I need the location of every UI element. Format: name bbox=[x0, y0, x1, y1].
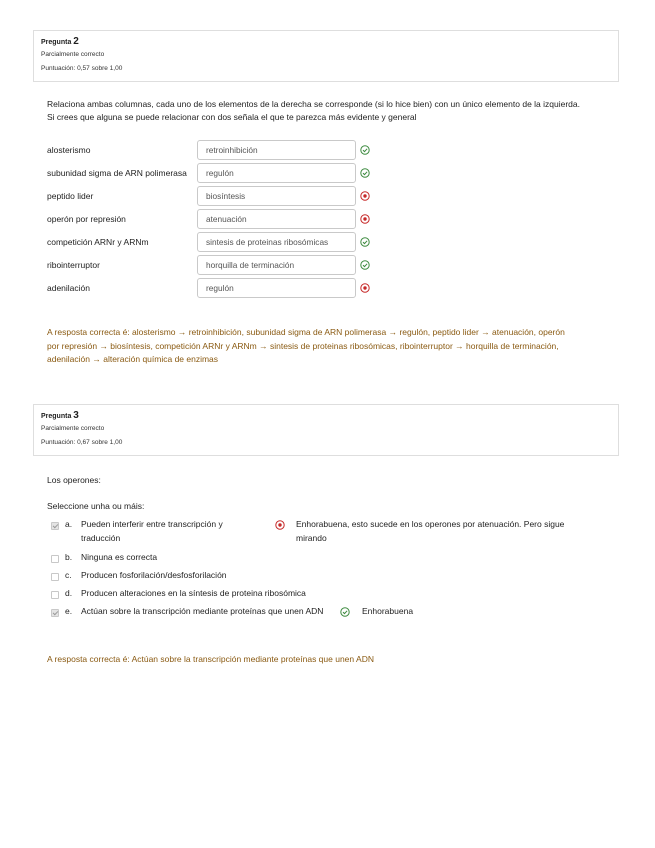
match-select[interactable]: biosíntesis bbox=[197, 186, 356, 206]
question-2-info bbox=[33, 30, 619, 82]
question-number: Pregunta 2 bbox=[41, 36, 79, 47]
check-circle-icon bbox=[360, 260, 370, 270]
option-a-text: Pueden interferir entre transcripción y traducción bbox=[81, 519, 223, 543]
option-d-text: Producen alteraciones en la síntesis de proteina ribosómica bbox=[81, 588, 306, 598]
option-c-text: Producen fosforilación/desfosforilación bbox=[81, 570, 227, 580]
x-circle-icon bbox=[275, 520, 285, 530]
option-letter: b. bbox=[65, 552, 73, 562]
option-letter: e. bbox=[65, 606, 73, 616]
option-e-text: Actúan sobre la transcripción mediante proteínas que unen ADN bbox=[81, 606, 324, 616]
check-circle-icon bbox=[360, 168, 370, 178]
x-circle-icon bbox=[360, 214, 370, 224]
question-state: Parcialmente correcto bbox=[41, 425, 105, 432]
match-select[interactable]: regulón bbox=[197, 163, 356, 183]
option-e-checkbox[interactable] bbox=[51, 609, 59, 617]
question-3-right-answer: A resposta correcta é: Actúan sobre la transcripción mediante proteínas que unen ADN bbox=[47, 654, 374, 664]
option-letter: a. bbox=[65, 519, 73, 529]
match-select[interactable]: regulón bbox=[197, 278, 356, 298]
match-select[interactable]: sintesis de proteinas ribosómicas bbox=[197, 232, 356, 252]
check-circle-icon bbox=[360, 145, 370, 155]
option-b-text: Ninguna es correcta bbox=[81, 552, 158, 562]
question-grade: Puntuación: 0,67 sobre 1,00 bbox=[41, 439, 123, 446]
option-letter: c. bbox=[65, 570, 72, 580]
match-select[interactable]: atenuación bbox=[197, 209, 356, 229]
question-number: Pregunta 3 bbox=[41, 410, 79, 421]
match-label: subunidad sigma de ARN polimerasa bbox=[47, 168, 187, 178]
x-circle-icon bbox=[360, 283, 370, 293]
option-a-checkbox[interactable] bbox=[51, 522, 59, 530]
question-state: Parcialmente correcto bbox=[41, 51, 105, 58]
match-label: competición ARNr y ARNm bbox=[47, 237, 149, 247]
match-select[interactable]: retroinhibición bbox=[197, 140, 356, 160]
option-e-feedback: Enhorabuena bbox=[362, 606, 414, 616]
question-grade: Puntuación: 0,57 sobre 1,00 bbox=[41, 65, 123, 72]
option-b-checkbox[interactable] bbox=[51, 555, 59, 563]
check-circle-icon bbox=[340, 607, 350, 617]
question-2-right-answer: A resposta correcta é: alosterismo → retroinhibición, subunidad sigma de ARN polimerasa → regulón, peptido lider → atenuación, operón por represión → biosíntesis, competición ARNr y ARNm → sintesis de proteinas ribosómicas, ribointerruptor → horquilla de terminación, adenilación → alteración química de enzimas bbox=[47, 327, 565, 364]
question-3-info bbox=[33, 404, 619, 456]
option-c-checkbox[interactable] bbox=[51, 573, 59, 581]
option-d-checkbox[interactable] bbox=[51, 591, 59, 599]
option-letter: d. bbox=[65, 588, 73, 598]
match-select[interactable]: horquilla de terminación bbox=[197, 255, 356, 275]
question-2-prompt: Relaciona ambas columnas, cada uno de los elementos de la derecha se corresponde (si lo hice bien) con un único elemento de la izquierda. Si crees que alguna se puede relacionar con dos señala el que te parezca más evidente y general bbox=[47, 99, 580, 122]
question-3-prompt: Los operones: bbox=[47, 475, 101, 485]
match-label: peptido lider bbox=[47, 191, 94, 201]
option-a-feedback: Enhorabuena, esto sucede en los operones por atenuación. Pero sigue mirando bbox=[296, 519, 565, 543]
question-3-instruction: Seleccione unha ou máis: bbox=[47, 501, 145, 511]
match-label: ribointerruptor bbox=[47, 260, 100, 270]
match-label: operón por represión bbox=[47, 214, 126, 224]
match-label: alosterismo bbox=[47, 145, 91, 155]
match-label: adenilación bbox=[47, 283, 91, 293]
check-circle-icon bbox=[360, 237, 370, 247]
x-circle-icon bbox=[360, 191, 370, 201]
